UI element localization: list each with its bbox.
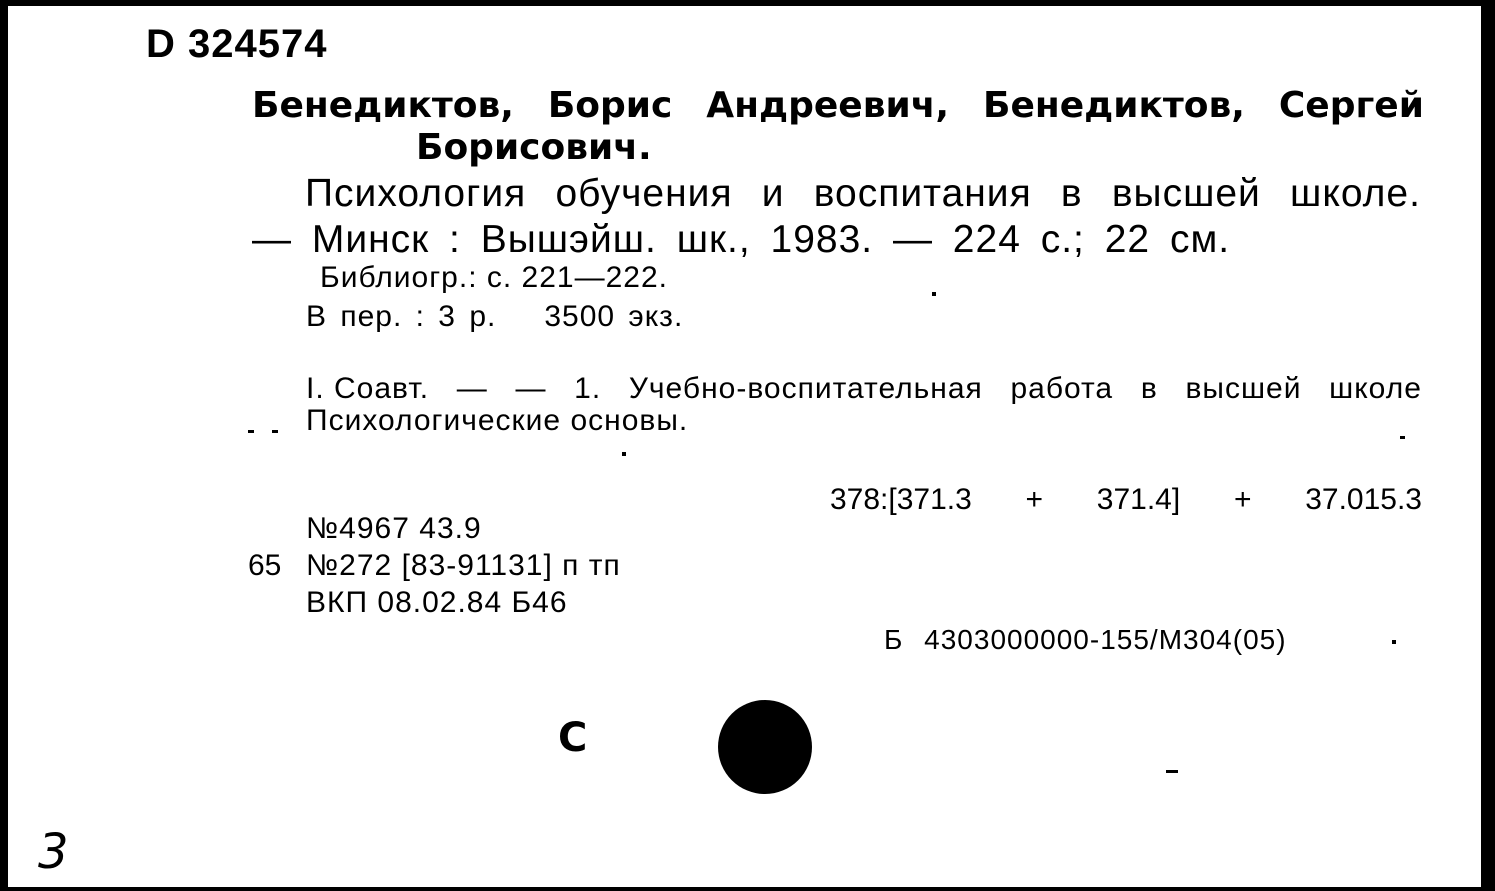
tracing-word: работа bbox=[1010, 372, 1114, 405]
bbk-code: Б 4303000000-155/М304(05) bbox=[884, 624, 1287, 655]
tracing-word: — bbox=[456, 372, 488, 405]
tracings-line-1 bbox=[306, 374, 1422, 404]
udc-index bbox=[830, 485, 1422, 515]
author-word: Сергей bbox=[1278, 85, 1424, 126]
call-number: D 324574 bbox=[146, 22, 328, 66]
side-number: 65 bbox=[248, 549, 282, 582]
scan-speck bbox=[272, 430, 278, 433]
scan-speck bbox=[622, 452, 626, 456]
authors-line-1 bbox=[252, 85, 1424, 126]
tracings-line-2: Психологические основы. bbox=[306, 404, 689, 437]
price: В пер. : 3 р. bbox=[306, 300, 497, 333]
title-line bbox=[305, 174, 1421, 213]
author-word: Борис bbox=[547, 85, 673, 126]
scan-speck bbox=[1392, 640, 1396, 644]
tracing-word: 1. bbox=[574, 372, 602, 405]
corner-mark: 3 bbox=[38, 824, 69, 880]
bibliography-note: Библиогр.: с. 221—222. bbox=[320, 261, 668, 294]
scan-speck bbox=[1166, 770, 1178, 773]
udc-part: + bbox=[1233, 483, 1252, 516]
title-word: обучения bbox=[555, 172, 733, 215]
author-word: Бенедиктов, bbox=[983, 85, 1245, 126]
udc-part: 371.4] bbox=[1096, 483, 1181, 516]
title-word: воспитания bbox=[813, 172, 1032, 215]
number-line-3: ВКП 08.02.84 Б46 bbox=[306, 586, 568, 619]
filled-dot bbox=[718, 700, 812, 794]
sigil-letter: С bbox=[558, 715, 588, 761]
author-word: Андреевич, bbox=[706, 85, 950, 126]
title-word: и bbox=[761, 172, 785, 215]
price-line bbox=[306, 302, 683, 332]
authors-line-2: Борисович. bbox=[416, 127, 652, 168]
udc-part: 378:[371.3 bbox=[830, 483, 972, 516]
title-word: школе. bbox=[1290, 172, 1421, 215]
udc-part: 37.015.3 bbox=[1305, 483, 1422, 516]
scan-speck bbox=[932, 292, 936, 296]
tracing-word: Учебно-воспитательная bbox=[628, 372, 983, 405]
tracing-word: в bbox=[1140, 372, 1158, 405]
author-word: Бенедиктов, bbox=[252, 85, 514, 126]
copies: 3500 экз. bbox=[544, 300, 684, 333]
title-word: Психология bbox=[305, 172, 527, 215]
title-word: высшей bbox=[1111, 172, 1261, 215]
udc-part: + bbox=[1025, 483, 1044, 516]
tracing-word: — bbox=[515, 372, 547, 405]
publication-line: — Минск : Вышэйш. шк., 1983. — 224 с.; 22 см. bbox=[252, 218, 1231, 261]
tracing-word: I. Соавт. bbox=[306, 372, 430, 405]
tracing-word: высшей bbox=[1185, 372, 1302, 405]
number-line-2: №272 [83-91131] п тп bbox=[306, 549, 621, 582]
number-line-1: №4967 43.9 bbox=[306, 512, 482, 545]
scan-speck bbox=[1400, 436, 1405, 439]
tracing-word: школе bbox=[1329, 372, 1422, 405]
scan-speck bbox=[248, 430, 254, 433]
title-word: в bbox=[1060, 172, 1083, 215]
